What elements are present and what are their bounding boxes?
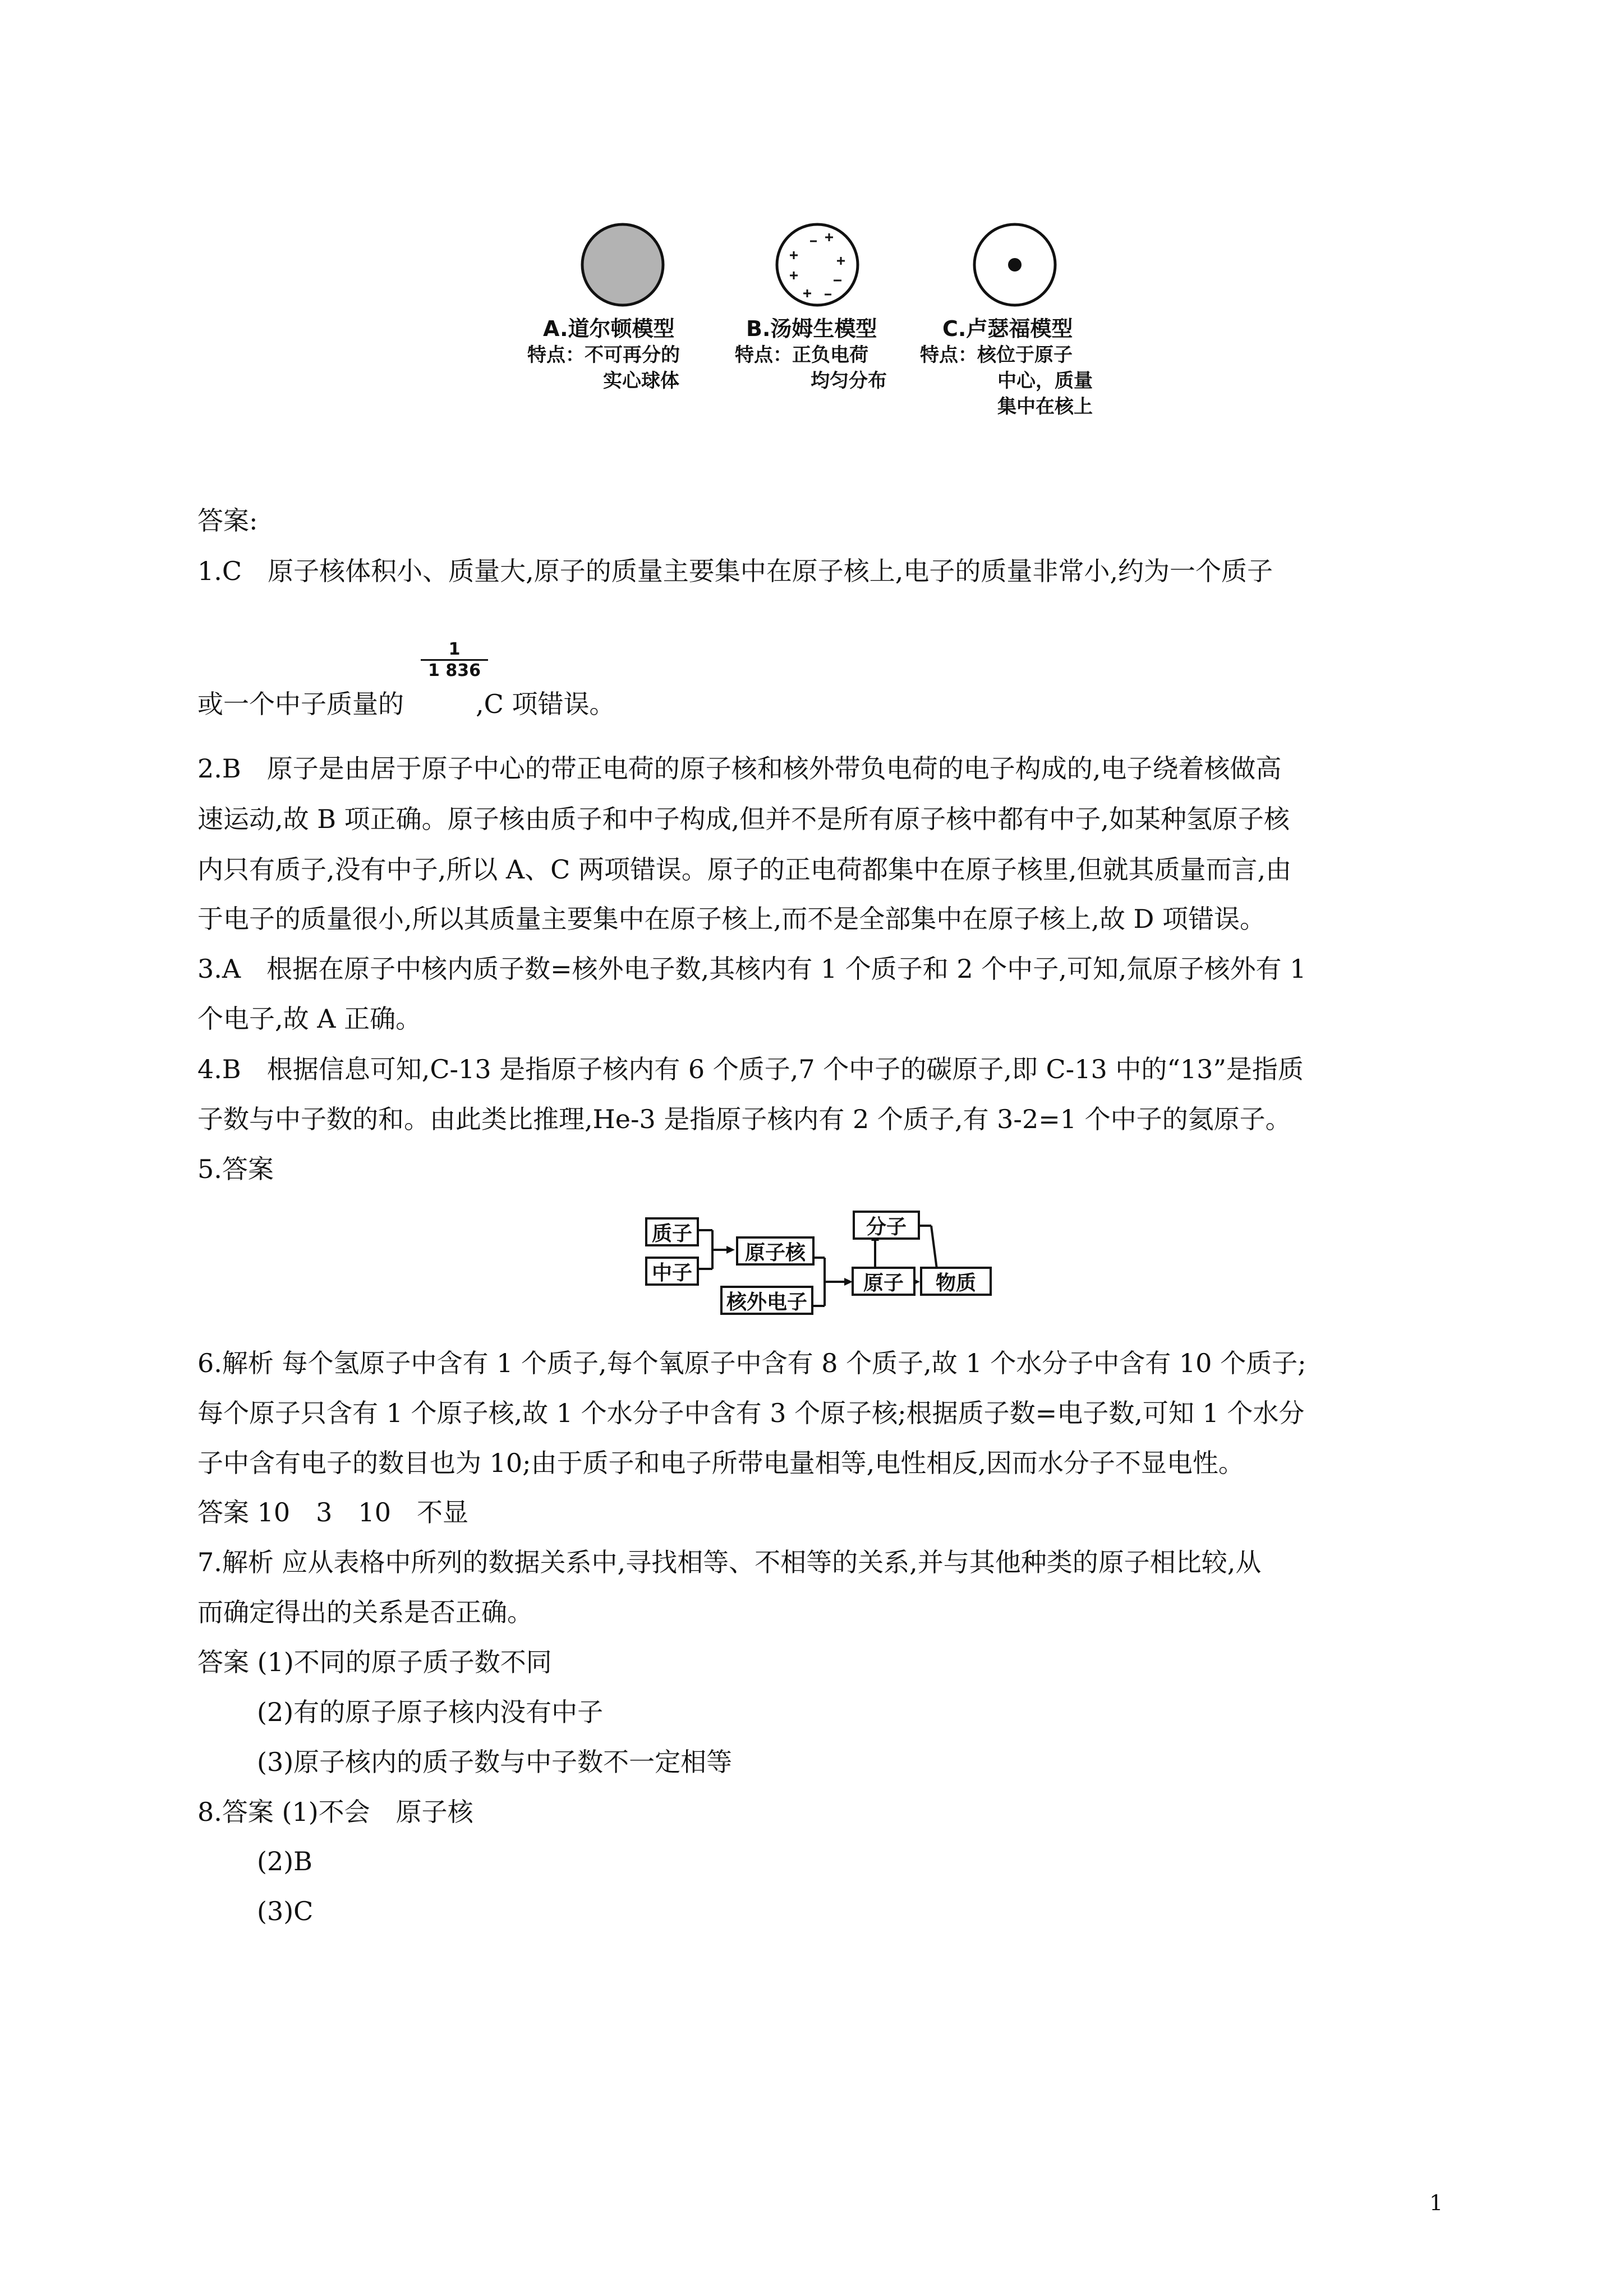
q8-answer1: 8.答案 (1)不会 原子核 — [197, 1797, 473, 1827]
diagram-box-molecule: 分子 — [853, 1211, 920, 1240]
q2-line1: 2.B 原子是由居于原子中心的带正电荷的原子核和核外带负电荷的电子构成的,电子绕着核做高 — [197, 753, 1282, 784]
rutherford-feature-line3: 集中在核上 — [997, 395, 1093, 418]
rutherford-feature-line1: 特点：核位于原子 — [920, 344, 1073, 366]
diagram-box-neutron: 中子 — [645, 1257, 699, 1286]
diagram-box-atom: 原子 — [852, 1267, 915, 1296]
q7-answer1: 答案 (1)不同的原子质子数不同 — [197, 1647, 552, 1677]
q5-line: 5.答案 — [197, 1154, 274, 1184]
rutherford-model-sphere — [974, 224, 1055, 305]
q4-line1: 4.B 根据信息可知,C-13 是指原子核内有 6 个质子,7 个中子的碳原子,即 C-13 中的“13”是指质 — [197, 1054, 1304, 1084]
page-number: 1 — [1429, 2191, 1443, 2215]
q1-line2-post: ,C 项错误。 — [476, 689, 615, 719]
rutherford-feature-line2: 中心，质量 — [997, 370, 1093, 392]
diagram-box-electron: 核外电子 — [720, 1286, 813, 1315]
atom-model-drawings — [578, 222, 1077, 317]
q4-line2: 子数与中子数的和。由此类比推理,He-3 是指原子核内有 2 个质子,有 3-2=1 个中子的氦原子。 — [197, 1104, 1291, 1134]
q7-line1: 7.解析 应从表格中所列的数据关系中,寻找相等、不相等的关系,并与其他种类的原子相比较,从 — [197, 1547, 1262, 1577]
dalton-model-label: A.道尔顿模型 — [543, 316, 675, 341]
dalton-model-sphere — [582, 224, 663, 305]
thomson-feature-line1: 特点：正负电荷 — [735, 344, 868, 366]
q1-line1: 1.C 原子核体积小、质量大,原子的质量主要集中在原子核上,电子的质量非常小,约为一个质子 — [197, 556, 1273, 586]
diagram-box-nucleus: 原子核 — [736, 1236, 815, 1266]
q1-line2 — [197, 687, 615, 721]
q1-line2-pre: 或一个中子质量的 — [197, 689, 404, 719]
q3-line1: 3.A 根据在原子中核内质子数=核外电子数,其核内有 1 个质子和 2 个中子,可知,氚原子核外有 1 — [197, 954, 1306, 984]
q1-fraction — [421, 639, 488, 680]
thomson-feature-line2: 均匀分布 — [811, 370, 887, 392]
q8-answer3: (3)C — [257, 1896, 314, 1926]
dalton-feature-line2: 实心球体 — [603, 370, 679, 392]
q6-line2: 每个原子只含有 1 个原子核,故 1 个水分子中含有 3 个原子核;根据质子数=电子数,可知 1 个水分 — [197, 1398, 1305, 1428]
q1-fraction-numerator: 1 — [448, 639, 461, 659]
answers-heading: 答案: — [197, 505, 258, 536]
q2-line4: 于电子的质量很小,所以其质量主要集中在原子核上,而不是全部集中在原子核上,故 D 项错误。 — [197, 904, 1266, 934]
thomson-model-label: B.汤姆生模型 — [746, 316, 877, 341]
diagram-box-matter: 物质 — [920, 1267, 992, 1296]
q7-answer3: (3)原子核内的质子数与中子数不一定相等 — [257, 1747, 733, 1777]
q2-line3: 内只有质子,没有中子,所以 A、C 两项错误。原子的正电荷都集中在原子核里,但就其质量而言,由 — [197, 854, 1292, 885]
q1-fraction-denominator: 1 836 — [421, 659, 488, 680]
q7-answer2: (2)有的原子原子核内没有中子 — [257, 1697, 604, 1727]
dalton-feature-line1: 特点：不可再分的 — [527, 344, 680, 366]
thomson-model-sphere — [777, 224, 858, 305]
q6-answer: 答案 10 3 10 不显 — [197, 1497, 468, 1527]
q6-line1: 6.解析 每个氢原子中含有 1 个质子,每个氧原子中含有 8 个质子,故 1 个水分子中含有 10 个质子; — [197, 1348, 1306, 1378]
q6-line3: 子中含有电子的数目也为 10;由于质子和电子所带电量相等,电性相反,因而水分子不显电性。 — [197, 1448, 1244, 1478]
q7-line2: 而确定得出的关系是否正确。 — [197, 1597, 533, 1627]
q8-answer2: (2)B — [257, 1846, 312, 1876]
rutherford-model-label: C.卢瑟福模型 — [942, 316, 1073, 341]
diagram-box-proton: 质子 — [645, 1217, 699, 1246]
q3-line2: 个电子,故 A 正确。 — [197, 1004, 422, 1034]
q2-line2: 速运动,故 B 项正确。原子核由质子和中子构成,但并不是所有原子核中都有中子,如某种氢原子核 — [197, 804, 1290, 834]
